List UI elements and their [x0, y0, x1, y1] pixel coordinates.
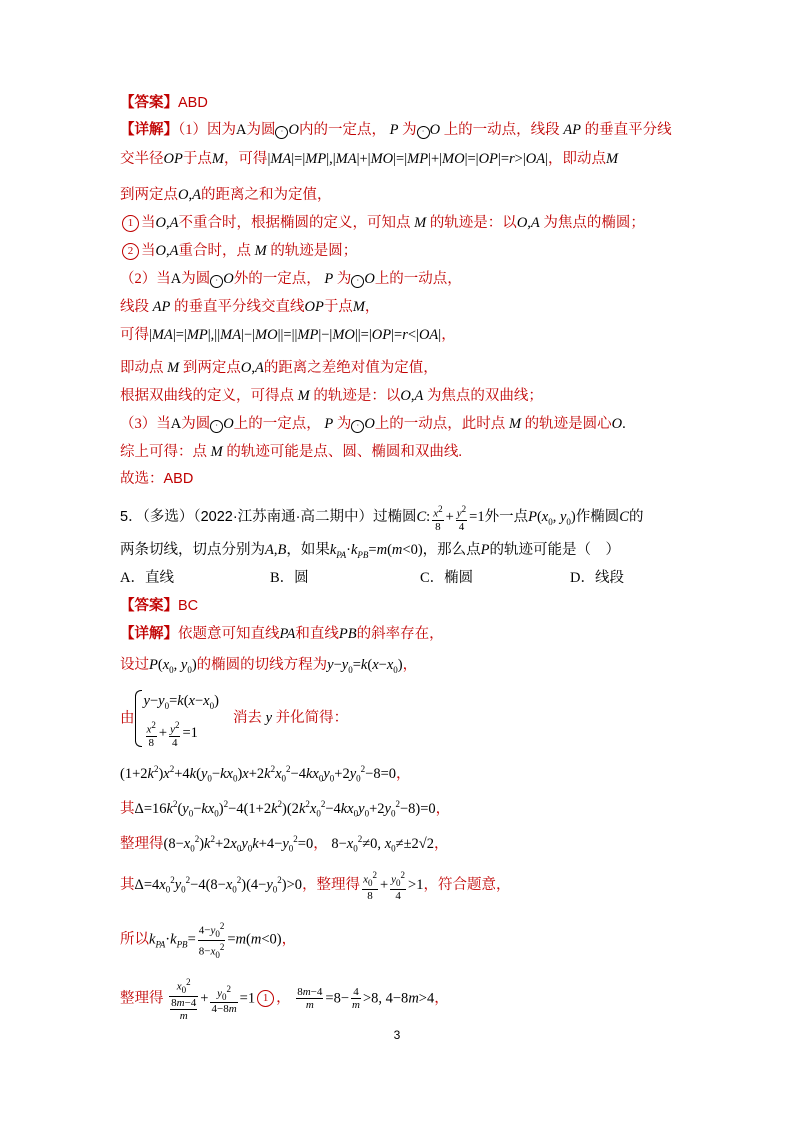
detail-line: （2）当A为圆 · O外的一定点， P 为 · O上的一动点，	[120, 271, 462, 287]
option-a[interactable]: A．直线	[120, 570, 174, 586]
detail-line: 2 当O,A重合时，点 M 的轨迹是圆；	[120, 241, 357, 261]
detail-line: （3）当A为圆 · O上的一定点， P 为 · O上的一动点，此时点 M 的轨迹是圆心O.	[120, 416, 626, 432]
detail-line: 由 $y-y_0=k(x-x_0)$ $\frac{x^2}{8}$ + $\frac{y^2}{4}$ =1 消去 y 并化简得：	[120, 688, 348, 749]
detail-line: 【详解】依题意可知直线PA和直线PB的斜率存在，	[120, 626, 444, 642]
option-b[interactable]: B．圆	[270, 570, 309, 586]
detail-line: 可得|MA|=|MP|,||MA|−|MO||=||MP|−|MO||=|OP|=r<|OA|，	[120, 327, 456, 343]
detail-line: 其$\Delta=4x_0^2y_0^2-4(8-x_0^2)(4-y_0^2)>0$，整理得 $\frac{x_0^2}{8}$ + $\frac{y_0^2}{4}$ >1，符合题意，	[120, 870, 511, 902]
detail-line: 整理得$(8-x_0^2)k^2+2x_0y_0k+4-y_0^2=0$， $8-x_0^2\ne 0$, $x_0\ne\pm 2√2$，	[120, 834, 449, 854]
detail-line: 综上可得：点 M 的轨迹可能是点、圆、椭圆和双曲线.	[120, 444, 462, 460]
detail-line: $(1+2k^2)x^2+4k(y_0-kx_0)x+2k^2x_0^2-4kx_0y_0+2y_0^2-8=0$，	[120, 764, 411, 784]
question-5-stem: 两条切线，切点分别为A,B，如果$k_{PA}\cdot k_{PB}=m(m<0)$，那么点P的轨迹可能是（ ）	[120, 542, 621, 560]
detail-line: 故选：ABD	[120, 471, 194, 487]
answer-line-q4: 【答案】ABD	[120, 95, 208, 111]
detail-line: 线段 AP 的垂直平分线交直线OP于点M，	[120, 299, 380, 315]
question-5-options	[120, 568, 720, 588]
question-5-stem: 5．（多选）（2022·江苏南通·高二期中）过椭圆C: $\frac{x^2}{8}$ + $\frac{y^2}{4}$ =1外一点$P(x_0$, $y_0$)作椭圆C的	[120, 504, 644, 533]
detail-line: 其$\Delta=16k^2(y_0-kx_0)^2-4(1+2k^2)(2k^2x_0^2-4kx_0y_0+2y_0^2-8)=0$，	[120, 799, 451, 819]
detail-line: 所以$k_{PA}\cdot k_{PB}=$ $\frac{4-y_0^2}{8-x_0^2}$ =m(m<0)，	[120, 921, 297, 960]
page-number: 3	[393, 1028, 401, 1042]
detail-line: 设过$P(x_0$, $y_0$)的椭圆的切线方程为$y-y_0=k(x-x_0)$，	[120, 657, 418, 675]
option-d[interactable]: D．线段	[570, 570, 624, 586]
detail-line: 【详解】（1）因为A为圆 · O内的一定点， P 为 · O 上的一动点，线段 AP 的垂直平分线	[120, 122, 672, 138]
option-c[interactable]: C．椭圆	[420, 570, 474, 586]
detail-line: 即动点 M 到两定点O,A的距离之差绝对值为定值，	[120, 360, 438, 376]
detail-line: 根据双曲线的定义，可得点 M 的轨迹是：以O,A 为焦点的双曲线；	[120, 388, 543, 404]
detail-line: 到两定点O,A的距离之和为定值，	[120, 187, 332, 203]
detail-line: 交半径OP于点M，可得|MA|=|MP|,|MA|+|MO|=|MP|+|MO|=|OP|=r>|OA|，即动点M	[120, 151, 619, 167]
detail-line: 1 当O,A不重合时，根据椭圆的定义，可知点 M 的轨迹是：以O,A 为焦点的椭圆；	[120, 213, 645, 233]
equation-system: $y-y_0=k(x-x_0)$ $\frac{x^2}{8}$ + $\frac{y^2}{4}$ =1	[135, 688, 219, 749]
detail-line: 整理得 $\frac{x_0^2}{\frac{8m-4}{m}}$ + $\frac{y_0^2}{4-8m}$ =1 1 ， $\frac{8m-4}{m}$ =8− $\frac{4}{m}$ >8, 4−8m>4，	[120, 977, 449, 1022]
answer-line-q5: 【答案】BC	[120, 598, 199, 614]
